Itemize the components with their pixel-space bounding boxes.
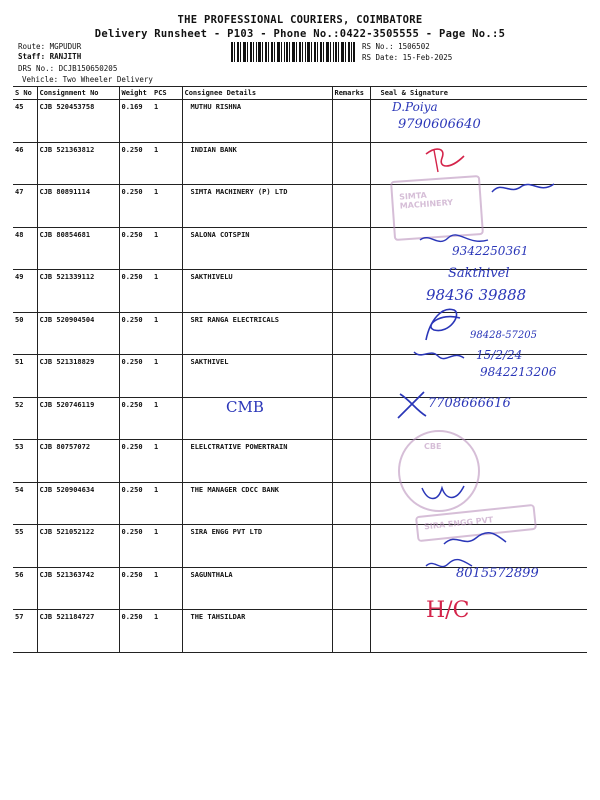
- cell-sno: 45: [13, 100, 37, 143]
- cell-pcs: 1: [152, 100, 182, 143]
- col-consignment: Consignment No: [37, 87, 119, 100]
- cell-remarks: [332, 355, 370, 398]
- cell-consignee: INDIAN BANK: [182, 142, 332, 185]
- cell-consignee: SALONA COTSPIN: [182, 227, 332, 270]
- cell-sno: 53: [13, 440, 37, 483]
- handwritten-phone-51: 9842213206: [480, 365, 557, 379]
- cell-sno: 52: [13, 397, 37, 440]
- cell-sno: 57: [13, 610, 37, 653]
- handwritten-name-49: Sakthivel: [448, 266, 510, 281]
- cell-sno: 50: [13, 312, 37, 355]
- runsheet-subtitle: Delivery Runsheet - P103 - Phone No.:0422-3505555 - Page No.:5: [94, 28, 506, 40]
- cell-pcs: 1: [152, 525, 182, 568]
- table-row: [13, 100, 587, 143]
- cell-consignment-no: CJB 520904634: [37, 482, 119, 525]
- cell-consignee: THE MANAGER CDCC BANK: [182, 482, 332, 525]
- cell-sno: 49: [13, 270, 37, 313]
- cell-consignment-no: CJB 521184727: [37, 610, 119, 653]
- cell-weight: 0.250: [119, 227, 152, 270]
- company-stamp-icon: SIMTA MACHINERY: [390, 175, 484, 241]
- handwritten-phone-49: 98436 39888: [426, 286, 527, 304]
- col-sno: S No: [13, 87, 37, 100]
- barcode-icon: [231, 42, 355, 62]
- cell-pcs: 1: [152, 567, 182, 610]
- cell-sno: 55: [13, 525, 37, 568]
- cell-weight: 0.250: [119, 312, 152, 355]
- cell-consignment-no: CJB 520904504: [37, 312, 119, 355]
- col-signature: Seal & Signature: [370, 87, 587, 100]
- cell-consignment-no: CJB 520746119: [37, 397, 119, 440]
- route-label: Route: MGPUDUR: [18, 42, 82, 51]
- cell-remarks: [332, 610, 370, 653]
- handwritten-phone-52: 7708666616: [428, 396, 511, 411]
- cell-consignee: SIRA ENGG PVT LTD: [182, 525, 332, 568]
- table-header-row: [13, 87, 587, 100]
- cell-weight: 0.250: [119, 185, 152, 228]
- handwritten-name-45: D.Poiya: [392, 100, 438, 114]
- cell-pcs: 1: [152, 610, 182, 653]
- cell-weight: 0.250: [119, 440, 152, 483]
- cell-signature: [370, 610, 587, 653]
- document-title: THE PROFESSIONAL COURIERS, COIMBATORE: [177, 14, 423, 26]
- cell-remarks: [332, 440, 370, 483]
- vehicle-label: Vehicle: Two Wheeler Delivery: [22, 75, 153, 84]
- cell-consignee: SIMTA MACHINERY (P) LTD: [182, 185, 332, 228]
- cell-consignment-no: CJB 80854681: [37, 227, 119, 270]
- col-consignee: Consignee Details: [182, 87, 332, 100]
- cell-sno: 54: [13, 482, 37, 525]
- cell-sno: 48: [13, 227, 37, 270]
- cell-consignment-no: CJB 521339112: [37, 270, 119, 313]
- cell-consignee: SAKTHIVEL: [182, 355, 332, 398]
- cell-weight: 0.250: [119, 355, 152, 398]
- cell-pcs: 1: [152, 440, 182, 483]
- cell-weight: 0.169: [119, 100, 152, 143]
- cell-consignment-no: CJB 80757072: [37, 440, 119, 483]
- cell-remarks: [332, 525, 370, 568]
- col-weight: Weight: [119, 87, 152, 100]
- cell-pcs: 1: [152, 270, 182, 313]
- cell-remarks: [332, 100, 370, 143]
- cell-consignment-no: CJB 521363812: [37, 142, 119, 185]
- table-row: [13, 610, 587, 653]
- cell-remarks: [332, 567, 370, 610]
- rs-date: RS Date: 15-Feb-2025: [362, 53, 453, 62]
- red-signature-scribble-icon: [420, 142, 470, 178]
- col-remarks: Remarks: [332, 87, 370, 100]
- cell-pcs: 1: [152, 397, 182, 440]
- cell-weight: 0.250: [119, 397, 152, 440]
- cell-pcs: 1: [152, 185, 182, 228]
- company-stamp-icon: SIRA ENGG PVT: [415, 504, 537, 542]
- cell-pcs: 1: [152, 142, 182, 185]
- cell-pcs: 1: [152, 312, 182, 355]
- handwritten-hc-note: H/C: [426, 598, 470, 623]
- signature-scribble-icon: [412, 346, 468, 364]
- handwritten-phone-48: 9342250361: [452, 244, 529, 258]
- cell-remarks: [332, 312, 370, 355]
- signature-scribble-icon: [418, 480, 468, 506]
- cell-consignee: SAGUNTHALA: [182, 567, 332, 610]
- cell-consignee: SAKTHIVELU: [182, 270, 332, 313]
- cell-remarks: [332, 270, 370, 313]
- cell-remarks: [332, 227, 370, 270]
- signature-scribble-icon: [420, 300, 464, 346]
- signature-scribble-icon: [394, 386, 430, 422]
- cell-pcs: 1: [152, 355, 182, 398]
- cell-remarks: [332, 142, 370, 185]
- cell-consignment-no: CJB 521318829: [37, 355, 119, 398]
- cell-consignment-no: CJB 80891114: [37, 185, 119, 228]
- col-pcs: PCS: [152, 87, 182, 100]
- cell-remarks: [332, 185, 370, 228]
- handwritten-note-cmb: CMB: [226, 398, 264, 416]
- cell-weight: 0.250: [119, 142, 152, 185]
- cell-sno: 51: [13, 355, 37, 398]
- cell-weight: 0.250: [119, 567, 152, 610]
- cell-remarks: [332, 397, 370, 440]
- signature-scribble-icon: [440, 528, 510, 550]
- cell-sno: 47: [13, 185, 37, 228]
- handwritten-phone-56: 8015572899: [456, 566, 539, 581]
- cell-consignee: THE TAHSILDAR: [182, 610, 332, 653]
- drs-number: DRS No.: DCJB150650205: [18, 64, 118, 73]
- cell-consignee: SRI RANGA ELECTRICALS: [182, 312, 332, 355]
- signature-scribble-icon: [488, 178, 558, 198]
- cell-consignment-no: CJB 520453758: [37, 100, 119, 143]
- cell-weight: 0.250: [119, 525, 152, 568]
- round-seal-icon: CBE: [398, 430, 480, 512]
- handwritten-phone-50: 98428-57205: [470, 330, 538, 341]
- cell-weight: 0.250: [119, 482, 152, 525]
- cell-consignment-no: CJB 521052122: [37, 525, 119, 568]
- cell-consignee: MUTHU RISHNA: [182, 100, 332, 143]
- cell-remarks: [332, 482, 370, 525]
- cell-weight: 0.250: [119, 610, 152, 653]
- cell-pcs: 1: [152, 227, 182, 270]
- handwritten-date-51: 15/2/24: [476, 348, 523, 362]
- cell-sno: 46: [13, 142, 37, 185]
- cell-consignment-no: CJB 521363742: [37, 567, 119, 610]
- rs-number: RS No.: 1506502: [362, 42, 430, 51]
- cell-consignee: ELELCTRATIVE POWERTRAIN: [182, 440, 332, 483]
- table-row: [13, 440, 587, 483]
- cell-pcs: 1: [152, 482, 182, 525]
- cell-weight: 0.250: [119, 270, 152, 313]
- staff-label: Staff: RANJITH: [18, 52, 82, 61]
- handwritten-phone-45: 9790606640: [398, 117, 481, 132]
- cell-sno: 56: [13, 567, 37, 610]
